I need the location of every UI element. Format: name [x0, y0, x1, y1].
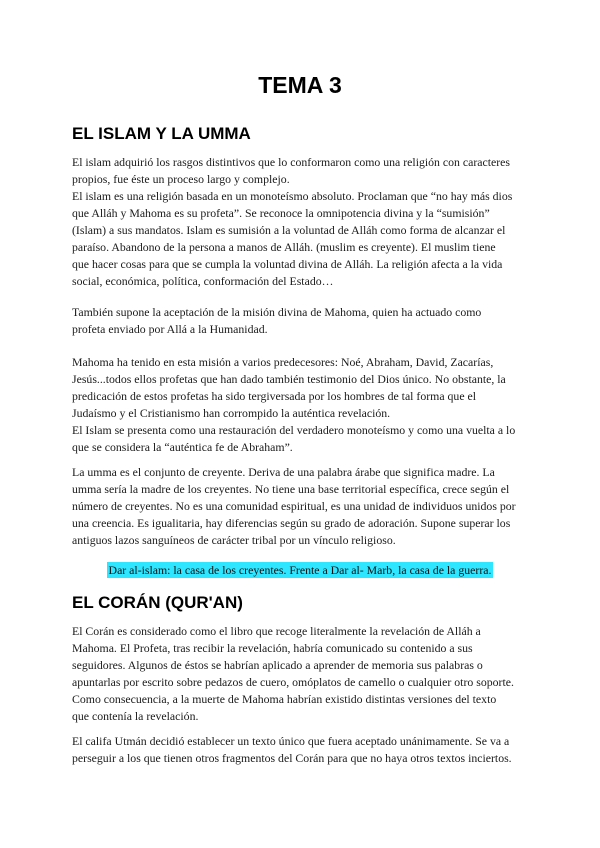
text-line: perseguir a los que tienen otros fragmentos del Corán para que no haya otros textos inciertos.	[72, 751, 512, 765]
paragraph-mahoma-mission	[72, 304, 532, 338]
text-line: Jesús...todos ellos profetas que han dado también testimonio del Dios único. No obstante, la	[72, 372, 506, 386]
text-line: El Corán es considerado como el libro que recoge literalmente la revelación de Alláh a	[72, 624, 481, 638]
text-line: El califa Utmán decidió establecer un texto único que fuera aceptado unánimamente. Se va a	[72, 734, 510, 748]
text-line: que contenía la revelación.	[72, 709, 199, 723]
paragraph-islam-definition	[72, 154, 532, 290]
text-line: propios, fue éste un proceso largo y complejo.	[72, 172, 290, 186]
section-heading-islam-umma: EL ISLAM Y LA UMMA	[72, 124, 251, 143]
section-heading-coran: EL CORÁN (QUR'AN)	[72, 593, 243, 612]
text-line: profeta enviado por Allá a la Humanidad.	[72, 322, 268, 336]
text-line: social, económica, política, conformación del Estado…	[72, 274, 334, 288]
text-line: La umma es el conjunto de creyente. Deriva de una palabra árabe que significa madre. La	[72, 465, 495, 479]
text-line: Judaísmo y el Cristianismo han corrompido la auténtica revelación.	[72, 406, 391, 420]
text-line: antiguos lazos sanguíneos de carácter tribal por un vínculo religioso.	[72, 533, 396, 547]
paragraph-coran-revelation	[72, 623, 532, 725]
text-line: El islam es una religión basada en un monoteísmo absoluto. Proclaman que “no hay más dios	[72, 189, 513, 203]
text-line: (Islam) a sus mandatos. Islam es sumisión a la voluntad de Alláh como forma de alcanzar el	[72, 223, 506, 237]
paragraph-umma	[72, 464, 532, 549]
text-line: una creencia. Es igualitaria, hay diferencias según su grado de adoración. Supone superar los	[72, 516, 511, 530]
text-line: Como consecuencia, a la muerte de Mahoma habrían existido distintas versiones del texto	[72, 692, 497, 706]
text-line: apuntarlas por escrito sobre pedazos de cuero, omóplatos de camello o cualquier otro soporte.	[72, 675, 514, 689]
text-line: predicación de estos profetas ha sido tergiversada por los hombres de tal forma que el	[72, 389, 477, 403]
text-line: que Alláh y Mahoma es su profeta”. Se reconoce la omnipotencia divina y la “sumisión”	[72, 206, 490, 220]
text-line: El Islam se presenta como una restauración del verdadero monoteísmo y como una vuelta a lo	[72, 423, 516, 437]
text-line: Mahoma ha tenido en esta misión a varios predecesores: Noé, Abraham, David, Zacarías,	[72, 355, 494, 369]
highlighted-note	[0, 561, 600, 579]
text-line: seguidores. Algunos de éstos se habrían aplicado a aprender de memoria sus palabras o	[72, 658, 483, 672]
text-line: número de creyentes. No es una comunidad espiritual, es una unidad de individuos unidos por	[72, 499, 516, 513]
text-line: También supone la aceptación de la misión divina de Mahoma, quien ha actuado como	[72, 305, 482, 319]
text-line: Mahoma. El Profeta, tras recibir la revelación, habría comunicado su contenido a sus	[72, 641, 473, 655]
paragraph-utman	[72, 733, 532, 767]
text-line: que hacer cosas para que se cumpla la voluntad divina de Alláh. La religión afecta a la vida	[72, 257, 503, 271]
paragraph-predecessors	[72, 354, 532, 456]
text-line: umma sería la madre de los creyentes. No tiene una base territorial específica, crece según el	[72, 482, 510, 496]
text-line: El islam adquirió los rasgos distintivos que lo conformaron como una religión con caracteres	[72, 155, 511, 169]
text-line: que se considera la “auténtica fe de Abraham”.	[72, 440, 293, 454]
page-title: TEMA 3	[258, 72, 342, 98]
highlighted-text: Dar al-islam: la casa de los creyentes. Frente a Dar al- Marb, la casa de la guerra.	[108, 563, 492, 577]
text-line: paraíso. Abandono de la persona a manos de Alláh. (muslim es creyente). El muslim tiene	[72, 240, 496, 254]
